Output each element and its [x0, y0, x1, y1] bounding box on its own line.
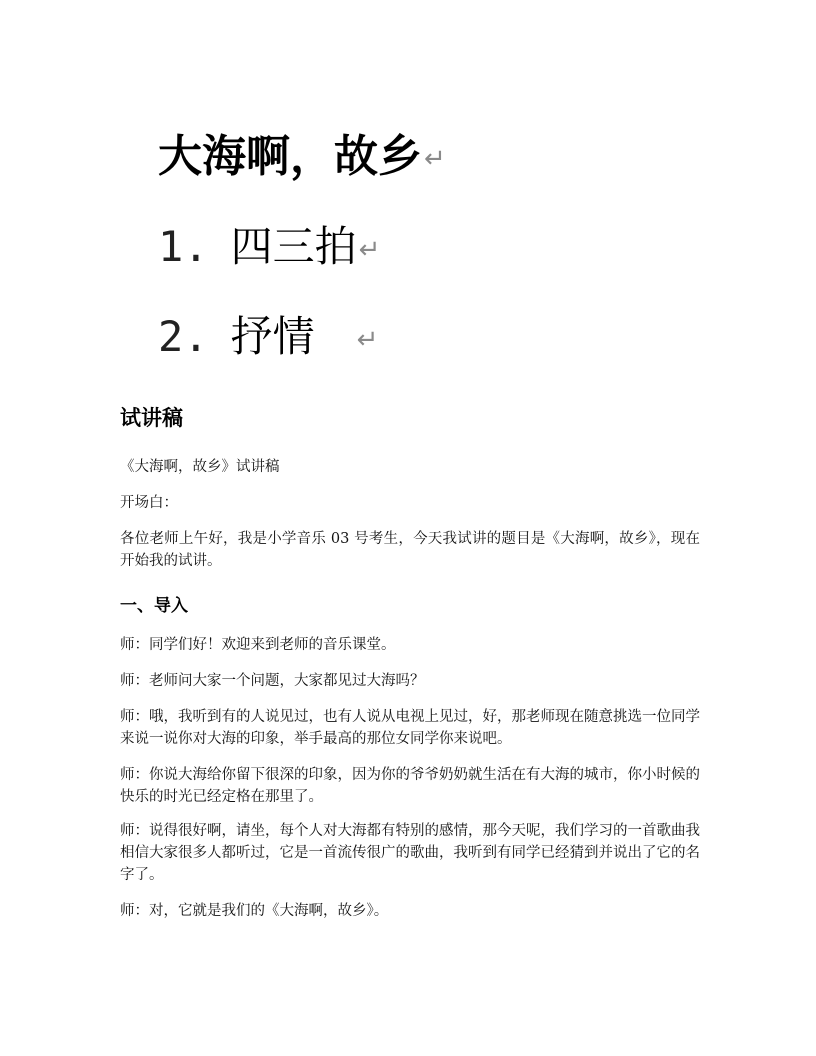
board-item-1 — [158, 214, 380, 274]
paragraph: 师：哦，我听到有的人说见过，也有人说从电视上见过，好，那老师现在随意挑选一位同学来说一说你对大海的印象，举手最高的那位女同学你来说吧。 — [120, 709, 700, 747]
blackboard-writing-image — [158, 110, 458, 370]
draft-heading: 试讲稿 — [120, 406, 183, 430]
paragraph: 师：同学们好！欢迎来到老师的音乐课堂。 — [120, 637, 396, 653]
opening-label: 开场白： — [120, 495, 178, 511]
return-mark-icon: ↵ — [424, 144, 446, 174]
board-item-2-text: 抒情 — [230, 312, 315, 361]
board-item-1-text: 四三拍 — [230, 222, 357, 271]
return-mark-icon: ↵ — [358, 234, 381, 265]
draft-subtitle: 《大海啊，故乡》试讲稿 — [120, 459, 280, 475]
return-mark-icon: ↵ — [356, 324, 379, 355]
board-item-1-number: 1. — [158, 222, 209, 271]
paragraph: 师：老师问大家一个问题，大家都见过大海吗？ — [120, 673, 425, 689]
opening-paragraph: 各位老师上午好，我是小学音乐 03 号考生，今天我试讲的题目是《大海啊，故乡》，现在开始我的试讲。 — [120, 531, 700, 569]
board-title — [158, 120, 446, 184]
section-heading-intro: 一、导入 — [120, 596, 188, 616]
board-item-2-number: 2. — [158, 312, 209, 361]
paragraph: 师：你说大海给你留下很深的印象，因为你的爷爷奶奶就生活在有大海的城市，你小时候的快乐的时光已经定格在那里了。 — [120, 767, 700, 805]
paragraph: 师：说得很好啊，请坐，每个人对大海都有特别的感情，那今天呢，我们学习的一首歌曲我相信大家很多人都听过，它是一首流传很广的歌曲，我听到有同学已经猜到并说出了它的名字了。 — [120, 823, 700, 883]
board-title-text: 大海啊，故乡 — [158, 131, 422, 182]
paragraph: 师：对，它就是我们的《大海啊，故乡》。 — [120, 903, 389, 919]
board-item-2 — [158, 304, 378, 364]
